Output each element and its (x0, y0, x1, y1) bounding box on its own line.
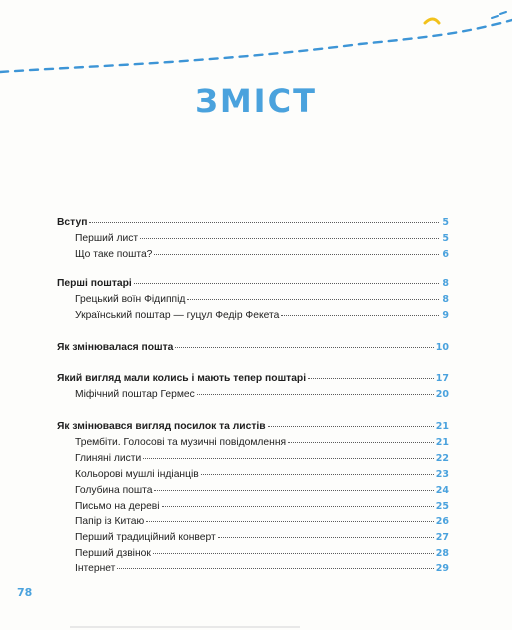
dot-leader (154, 254, 439, 255)
toc-entry-title: Перший лист (75, 233, 139, 244)
toc-entry-page: 26 (435, 516, 449, 527)
toc-entry-title: Як змінювався вигляд посилок та листів (57, 421, 266, 432)
toc-entry-title: Який вигляд мали колись і мають тепер поштарі (57, 373, 307, 384)
toc-entry-title: Український поштар — гуцул Федір Фекета (75, 310, 280, 321)
toc-entry-page: 28 (435, 548, 449, 559)
toc-subsection (75, 232, 449, 246)
toc-entry-page: 21 (435, 437, 449, 448)
dot-leader (281, 315, 439, 316)
toc-entry-page: 8 (442, 294, 449, 305)
toc-entry-title: Кольорові мушлі індіанців (75, 469, 199, 480)
bottom-divider (70, 626, 300, 628)
dot-leader (134, 283, 439, 284)
toc-subsection (75, 468, 449, 482)
toc-entry-page: 27 (435, 532, 449, 543)
toc-section (57, 341, 449, 355)
toc-entry-title: Вступ (57, 217, 88, 228)
toc-entry-page: 6 (442, 249, 449, 260)
dot-leader (143, 458, 434, 459)
toc-entry-page: 24 (435, 485, 449, 496)
toc-entry-title: Інтернет (75, 563, 116, 574)
toc-entry-title: Що таке пошта? (75, 249, 153, 260)
toc-subsection (75, 293, 449, 307)
toc-subsection (75, 248, 449, 262)
toc-entry-page: 17 (435, 373, 449, 384)
toc-subsection (75, 500, 449, 514)
dot-leader (268, 426, 434, 427)
toc-subsection (75, 531, 449, 545)
toc-entry-title: Глиняні листи (75, 453, 142, 464)
toc-entry-page: 5 (442, 217, 449, 228)
toc-subsection (75, 309, 449, 323)
toc-section (57, 216, 449, 230)
dot-leader (218, 537, 434, 538)
dot-leader (117, 568, 433, 569)
toc-entry-page: 23 (435, 469, 449, 480)
dot-leader (154, 490, 433, 491)
toc-entry-title: Грецький воїн Фідиппід (75, 294, 186, 305)
toc-section (57, 372, 449, 386)
toc-section (57, 277, 449, 291)
toc-subsection (75, 547, 449, 561)
toc-subsection (75, 436, 449, 450)
dot-leader (201, 474, 434, 475)
toc-entry-title: Як змінювалася пошта (57, 342, 174, 353)
toc-entry-page: 9 (442, 310, 449, 321)
toc-entry-title: Перший дзвінок (75, 548, 151, 559)
dot-leader (153, 553, 434, 554)
toc-entry-title: Письмо на дереві (75, 501, 160, 512)
toc-entry-page: 25 (435, 501, 449, 512)
toc-entry-title: Голубина пошта (75, 485, 153, 496)
dot-leader (187, 299, 439, 300)
toc-subsection (75, 562, 449, 576)
toc-subsection (75, 452, 449, 466)
dot-leader (162, 506, 434, 507)
toc-entry-page: 29 (435, 563, 449, 574)
dot-leader (146, 521, 434, 522)
toc-entry-page: 5 (442, 233, 449, 244)
dot-leader (288, 442, 434, 443)
dot-leader (175, 347, 433, 348)
toc-entry-title: Папір із Китаю (75, 516, 145, 527)
toc-entry-title: Перші поштарі (57, 278, 132, 289)
dot-leader (89, 222, 439, 223)
toc-subsection (75, 388, 449, 402)
toc-entry-title: Трембіти. Голосові та музичні повідомлення (75, 437, 287, 448)
dot-leader (197, 394, 434, 395)
toc-entry-page: 22 (435, 453, 449, 464)
toc-section (57, 420, 449, 434)
toc-entry-title: Міфічний поштар Гермес (75, 389, 195, 400)
toc-entry-page: 8 (442, 278, 449, 289)
dot-leader (140, 238, 439, 239)
toc-entry-page: 21 (435, 421, 449, 432)
dot-leader (308, 378, 434, 379)
page-title: ЗМІСТ (195, 82, 317, 120)
dashed-line-decoration (0, 0, 512, 90)
toc-entry-page: 10 (435, 342, 449, 353)
page-number: 78 (17, 586, 33, 599)
toc-subsection (75, 484, 449, 498)
toc-entry-title: Перший традиційний конверт (75, 532, 216, 543)
toc-entry-page: 20 (435, 389, 449, 400)
toc-subsection (75, 515, 449, 529)
